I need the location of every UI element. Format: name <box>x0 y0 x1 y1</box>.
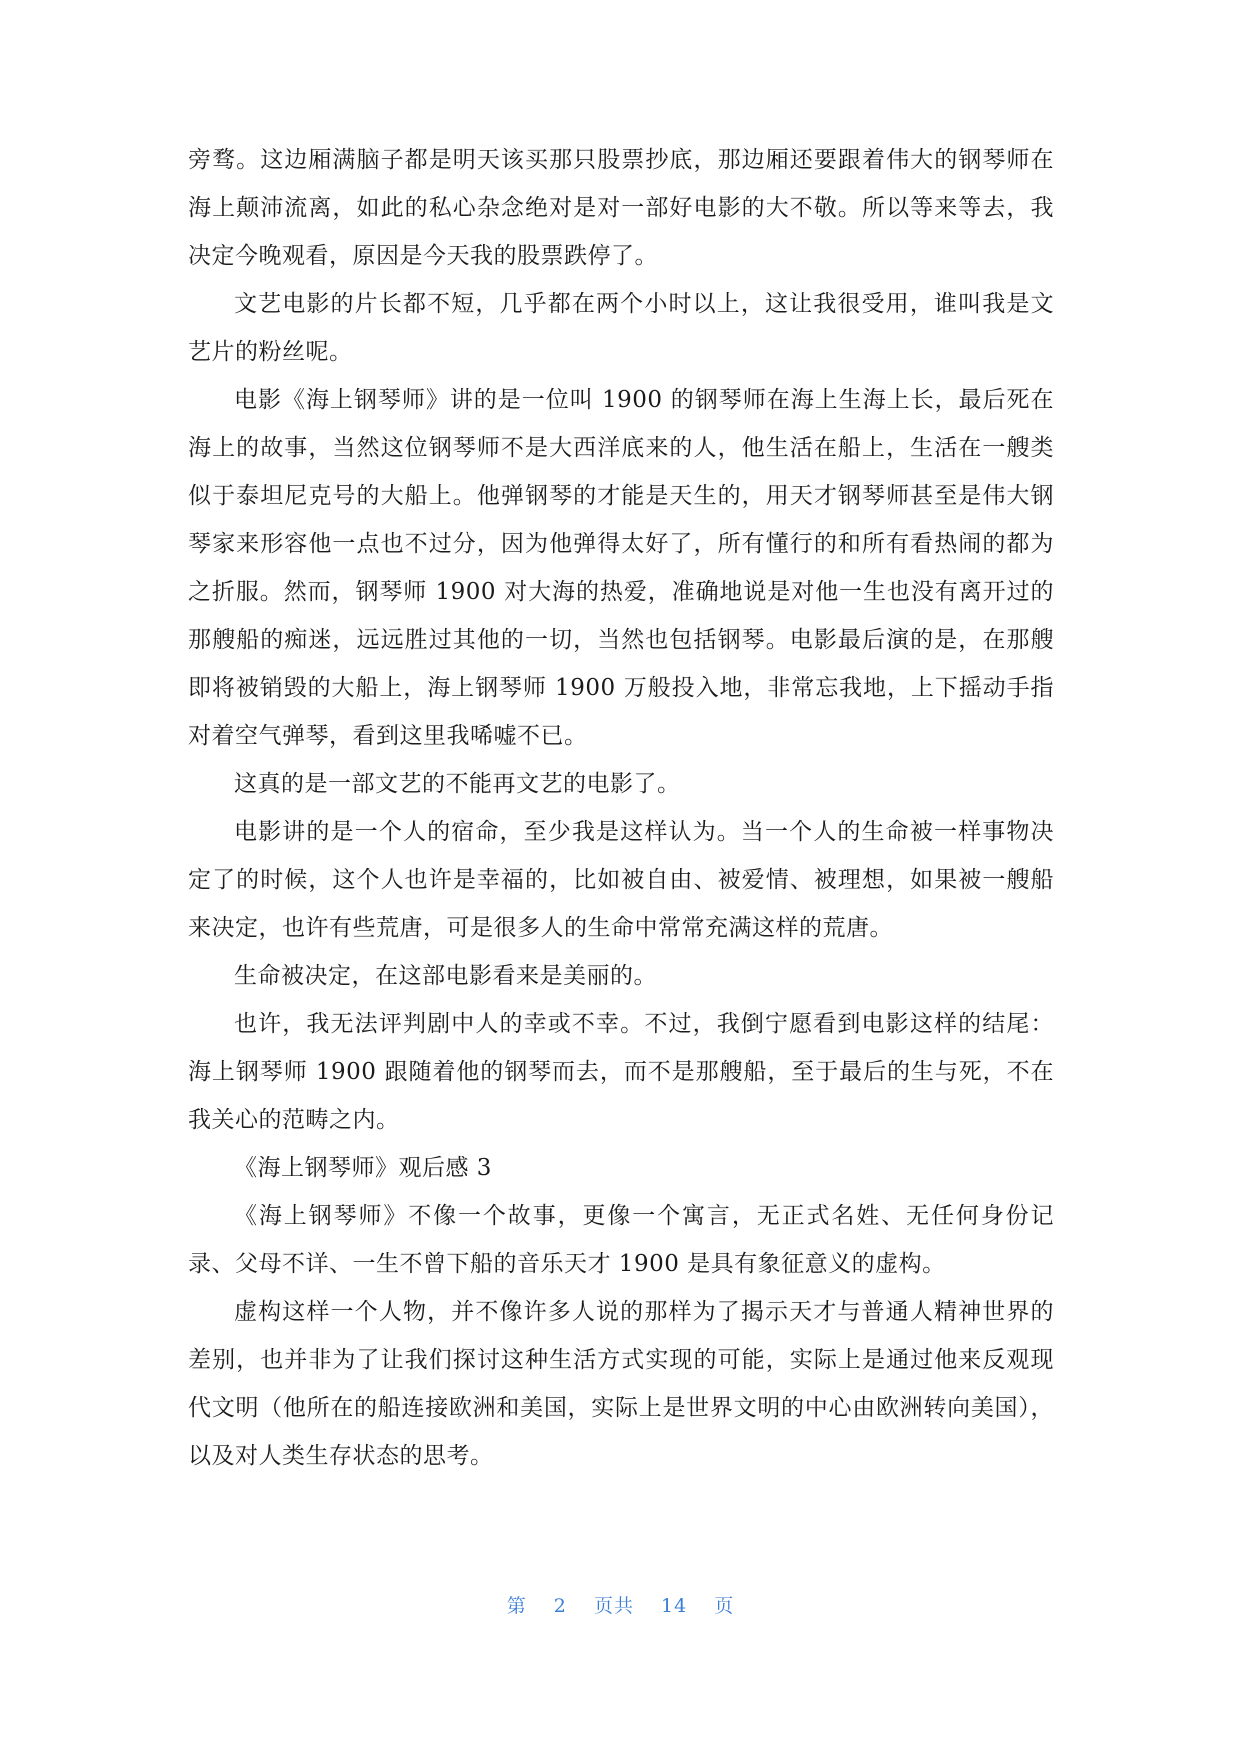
paragraph: 也许，我无法评判剧中人的幸或不幸。不过，我倒宁愿看到电影这样的结尾：海上钢琴师 1900 跟随着他的钢琴而去，而不是那艘船，至于最后的生与死，不在我关心的范畴之内。 <box>188 1011 1054 1133</box>
paragraph: 旁骛。这边厢满脑子都是明天该买那只股票抄底，那边厢还要跟着伟大的钢琴师在海上颠沛流离，如此的私心杂念绝对是对一部好电影的大不敬。所以等来等去，我决定今晚观看，原因是今天我的股票跌停了。 <box>188 147 1054 269</box>
section-heading: 《海上钢琴师》观后感 3 <box>234 1155 492 1181</box>
paragraph: 电影讲的是一个人的宿命，至少我是这样认为。当一个人的生命被一样事物决定了的时候，这个人也许是幸福的，比如被自由、被爱情、被理想，如果被一艘船来决定，也许有些荒唐，可是很多人的生命中常常充满这样的荒唐。 <box>188 819 1054 941</box>
paragraph: 虚构这样一个人物，并不像许多人说的那样为了揭示天才与普通人精神世界的差别，也并非为了让我们探讨这种生活方式实现的可能，实际上是通过他来反观现代文明（他所在的船连接欧洲和美国，实际上是世界文明的中心由欧洲转向美国），以及对人类生存状态的思考。 <box>188 1299 1054 1469</box>
paragraph: 文艺电影的片长都不短，几乎都在两个小时以上，这让我很受用，谁叫我是文艺片的粉丝呢。 <box>188 291 1054 365</box>
paragraph: 这真的是一部文艺的不能再文艺的电影了。 <box>234 771 681 797</box>
footer-label-end: 页 <box>714 1595 735 1617</box>
paragraph: 电影《海上钢琴师》讲的是一位叫 1900 的钢琴师在海上生海上长，最后死在海上的故事，当然这位钢琴师不是大西洋底来的人，他生活在船上，生活在一艘类似于泰坦尼克号的大船上。他弹钢琴的才能是天生的，用天才钢琴师甚至是伟大钢琴家来形容他一点也不过分，因为他弹得太好了，所有懂行的和所有看热闹的都为之折服。然而，钢琴师 1900 对大海的热爱，准确地说是对他一生也没有离开过的那艘船的痴迷，远远胜过其他的一切，当然也包括钢琴。电影最后演的是，在那艘即将被销毁的大船上，海上钢琴师 1900 万般投入地，非常忘我地，上下摇动手指对着空气弹琴，看到这里我唏嘘不已。 <box>188 387 1054 749</box>
footer-label-page: 第 <box>506 1595 527 1617</box>
footer-label-of: 页共 <box>593 1595 634 1617</box>
document-body <box>188 136 1054 1480</box>
page-footer <box>0 1591 1241 1618</box>
paragraph: 《海上钢琴师》不像一个故事，更像一个寓言，无正式名姓、无任何身份记录、父母不详、一生不曾下船的音乐天才 1900 是具有象征意义的虚构。 <box>188 1203 1054 1277</box>
current-page-number: 2 <box>553 1595 567 1617</box>
total-pages-number: 14 <box>661 1595 688 1617</box>
paragraph: 生命被决定，在这部电影看来是美丽的。 <box>234 963 657 989</box>
